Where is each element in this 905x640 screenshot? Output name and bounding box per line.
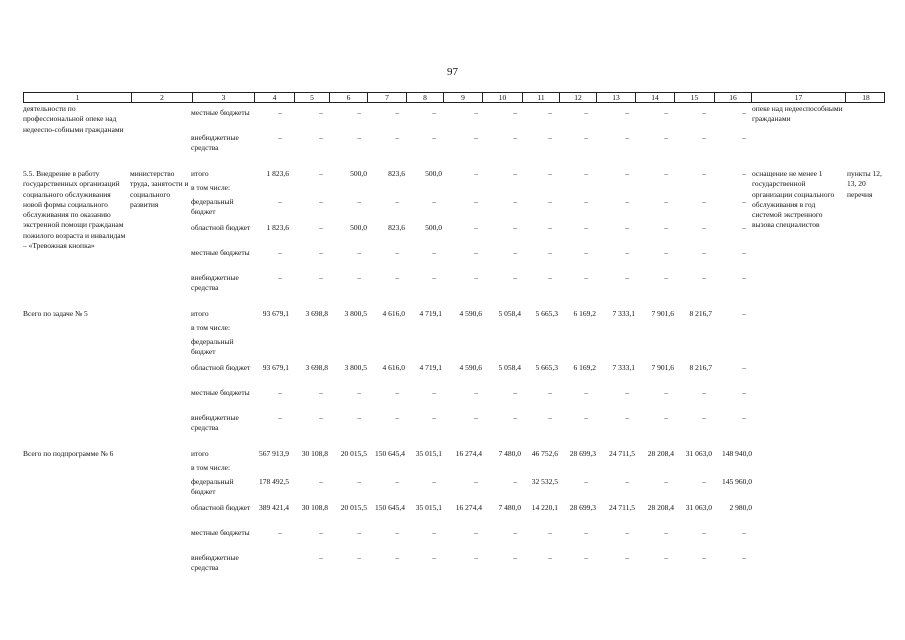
task-description: деятельности по профессиональной опеке над недееспо-собными гражданами xyxy=(23,104,124,134)
funding-value: 7 333,1 xyxy=(612,363,635,372)
empty-value-dash: – xyxy=(664,169,668,178)
empty-value-dash: – xyxy=(474,169,478,178)
funding-value: 30 108,8 xyxy=(301,503,328,512)
expected-result: оснащение не менее 1 государственной организации социального обслуживания в год системой экстренного вызова специалистов xyxy=(752,169,835,230)
funding-value: 16 274,4 xyxy=(455,449,482,458)
empty-value-dash: – xyxy=(548,133,552,142)
empty-value-dash: – xyxy=(742,528,746,537)
empty-value-dash: – xyxy=(548,528,552,537)
empty-value-dash: – xyxy=(742,169,746,178)
empty-value-dash: – xyxy=(513,133,517,142)
empty-value-dash: – xyxy=(664,108,668,117)
empty-value-dash: – xyxy=(432,108,436,117)
empty-value-dash: – xyxy=(742,197,746,206)
empty-value-dash: – xyxy=(432,477,436,486)
empty-value-dash: – xyxy=(357,273,361,282)
empty-value-dash: – xyxy=(474,197,478,206)
empty-value-dash: – xyxy=(395,197,399,206)
empty-value-dash: – xyxy=(548,197,552,206)
empty-value-dash: – xyxy=(278,528,282,537)
empty-value-dash: – xyxy=(702,133,706,142)
funding-value: 1 823,6 xyxy=(266,169,289,178)
empty-value-dash: – xyxy=(702,528,706,537)
funding-value: 4 616,0 xyxy=(382,309,405,318)
empty-value-dash: – xyxy=(278,273,282,282)
header-col-7: 7 xyxy=(367,93,406,102)
funding-value: 30 108,8 xyxy=(301,449,328,458)
empty-value-dash: – xyxy=(432,133,436,142)
empty-value-dash: – xyxy=(513,248,517,257)
empty-value-dash: – xyxy=(742,133,746,142)
empty-value-dash: – xyxy=(702,388,706,397)
empty-value-dash: – xyxy=(584,169,588,178)
header-col-8: 8 xyxy=(406,93,443,102)
expected-result: опеке над недееспособными гражданами xyxy=(752,104,843,124)
empty-value-dash: – xyxy=(702,169,706,178)
empty-value-dash: – xyxy=(319,133,323,142)
empty-value-dash: – xyxy=(278,197,282,206)
funding-value: 4 590,6 xyxy=(459,363,482,372)
empty-value-dash: – xyxy=(584,528,588,537)
funding-value: 4 616,0 xyxy=(382,363,405,372)
empty-value-dash: – xyxy=(625,477,629,486)
empty-value-dash: – xyxy=(584,133,588,142)
funding-source-label: внебюджетные средства xyxy=(191,553,239,573)
funding-value: 20 015,5 xyxy=(340,449,367,458)
empty-value-dash: – xyxy=(584,553,588,562)
empty-value-dash: – xyxy=(319,528,323,537)
empty-value-dash: – xyxy=(702,108,706,117)
funding-source-label: местные бюджеты xyxy=(191,248,250,257)
empty-value-dash: – xyxy=(584,197,588,206)
funding-source-label: итого xyxy=(191,169,209,178)
empty-value-dash: – xyxy=(584,413,588,422)
empty-value-dash: – xyxy=(432,248,436,257)
funding-value: 93 679,1 xyxy=(262,363,289,372)
table-header xyxy=(23,92,885,103)
funding-value: 5 665,3 xyxy=(535,363,558,372)
empty-value-dash: – xyxy=(319,553,323,562)
empty-value-dash: – xyxy=(319,197,323,206)
funding-value: 16 274,4 xyxy=(455,503,482,512)
empty-value-dash: – xyxy=(548,223,552,232)
empty-value-dash: – xyxy=(702,553,706,562)
empty-value-dash: – xyxy=(319,108,323,117)
funding-value: 46 752,6 xyxy=(531,449,558,458)
header-col-15: 15 xyxy=(674,93,714,102)
empty-value-dash: – xyxy=(278,133,282,142)
empty-value-dash: – xyxy=(432,197,436,206)
funding-value: 148 940,0 xyxy=(722,449,752,458)
empty-value-dash: – xyxy=(513,223,517,232)
empty-value-dash: – xyxy=(432,528,436,537)
funding-value: 7 901,6 xyxy=(651,363,674,372)
empty-value-dash: – xyxy=(357,477,361,486)
empty-value-dash: – xyxy=(432,413,436,422)
funding-value: 4 719,1 xyxy=(419,363,442,372)
empty-value-dash: – xyxy=(742,413,746,422)
empty-value-dash: – xyxy=(664,477,668,486)
header-col-18: 18 xyxy=(845,93,886,102)
empty-value-dash: – xyxy=(278,388,282,397)
empty-value-dash: – xyxy=(513,553,517,562)
funding-value: 500,0 xyxy=(425,169,442,178)
funding-source-label: федеральный бюджет xyxy=(191,477,234,497)
empty-value-dash: – xyxy=(625,528,629,537)
empty-value-dash: – xyxy=(513,388,517,397)
empty-value-dash: – xyxy=(548,388,552,397)
empty-value-dash: – xyxy=(625,273,629,282)
funding-value: 35 015,1 xyxy=(415,449,442,458)
header-col-14: 14 xyxy=(635,93,674,102)
funding-source-label: внебюджетные средства xyxy=(191,273,239,293)
header-col-1: 1 xyxy=(75,93,80,102)
empty-value-dash: – xyxy=(432,388,436,397)
funding-value: 4 590,6 xyxy=(459,309,482,318)
funding-value: 28 699,3 xyxy=(569,449,596,458)
empty-value-dash: – xyxy=(584,108,588,117)
empty-value-dash: – xyxy=(474,528,478,537)
empty-value-dash: – xyxy=(742,248,746,257)
funding-value: 150 645,4 xyxy=(375,449,405,458)
empty-value-dash: – xyxy=(742,108,746,117)
funding-value: 32 532,5 xyxy=(531,477,558,486)
funding-value: 20 015,5 xyxy=(340,503,367,512)
empty-value-dash: – xyxy=(548,553,552,562)
empty-value-dash: – xyxy=(319,388,323,397)
funding-source-label: федеральный бюджет xyxy=(191,337,234,357)
header-col-6: 6 xyxy=(329,93,367,102)
empty-value-dash: – xyxy=(278,248,282,257)
empty-value-dash: – xyxy=(742,309,746,318)
empty-value-dash: – xyxy=(513,169,517,178)
empty-value-dash: – xyxy=(319,413,323,422)
empty-value-dash: – xyxy=(319,169,323,178)
funding-source-label: в том числе: xyxy=(191,463,231,472)
empty-value-dash: – xyxy=(548,108,552,117)
empty-value-dash: – xyxy=(395,248,399,257)
funding-source-label: федеральный бюджет xyxy=(191,197,234,217)
header-col-3: 3 xyxy=(192,93,254,102)
empty-value-dash: – xyxy=(395,413,399,422)
funding-value: 14 220,1 xyxy=(531,503,558,512)
funding-source-label: в том числе: xyxy=(191,183,231,192)
empty-value-dash: – xyxy=(664,528,668,537)
empty-value-dash: – xyxy=(742,553,746,562)
empty-value-dash: – xyxy=(395,477,399,486)
funding-value: 150 645,4 xyxy=(375,503,405,512)
empty-value-dash: – xyxy=(474,248,478,257)
header-col-11: 11 xyxy=(522,93,559,102)
header-col-12: 12 xyxy=(559,93,596,102)
empty-value-dash: – xyxy=(625,197,629,206)
empty-value-dash: – xyxy=(742,388,746,397)
empty-value-dash: – xyxy=(702,248,706,257)
funding-value: 3 698,8 xyxy=(305,309,328,318)
funding-value: 4 719,1 xyxy=(419,309,442,318)
empty-value-dash: – xyxy=(584,477,588,486)
empty-value-dash: – xyxy=(702,477,706,486)
funding-value: 7 901,6 xyxy=(651,309,674,318)
empty-value-dash: – xyxy=(319,248,323,257)
empty-value-dash: – xyxy=(625,248,629,257)
empty-value-dash: – xyxy=(278,108,282,117)
funding-source-label: областной бюджет xyxy=(191,363,251,372)
funding-value: 500,0 xyxy=(350,223,367,232)
funding-source-label: областной бюджет xyxy=(191,503,251,512)
empty-value-dash: – xyxy=(357,248,361,257)
empty-value-dash: – xyxy=(474,273,478,282)
empty-value-dash: – xyxy=(625,223,629,232)
empty-value-dash: – xyxy=(357,528,361,537)
empty-value-dash: – xyxy=(664,133,668,142)
empty-value-dash: – xyxy=(395,273,399,282)
empty-value-dash: – xyxy=(664,413,668,422)
empty-value-dash: – xyxy=(357,108,361,117)
empty-value-dash: – xyxy=(474,477,478,486)
funding-value: 24 711,5 xyxy=(609,503,635,512)
funding-value: 6 169,2 xyxy=(573,309,596,318)
empty-value-dash: – xyxy=(395,133,399,142)
funding-value: 567 913,9 xyxy=(259,449,289,458)
empty-value-dash: – xyxy=(625,133,629,142)
funding-source-label: итого xyxy=(191,309,209,318)
empty-value-dash: – xyxy=(664,553,668,562)
empty-value-dash: – xyxy=(319,273,323,282)
task-description: Всего по подпрограмме № 6 xyxy=(23,449,114,458)
funding-source-label: итого xyxy=(191,449,209,458)
funding-source-label: местные бюджеты xyxy=(191,528,250,537)
empty-value-dash: – xyxy=(625,169,629,178)
empty-value-dash: – xyxy=(395,528,399,537)
empty-value-dash: – xyxy=(742,363,746,372)
empty-value-dash: – xyxy=(357,553,361,562)
empty-value-dash: – xyxy=(474,553,478,562)
funding-source-label: внебюджетные средства xyxy=(191,413,239,433)
empty-value-dash: – xyxy=(432,273,436,282)
funding-source-label: областной бюджет xyxy=(191,223,251,232)
funding-value: 93 679,1 xyxy=(262,309,289,318)
funding-value: 28 208,4 xyxy=(647,503,674,512)
empty-value-dash: – xyxy=(742,273,746,282)
header-col-10: 10 xyxy=(482,93,522,102)
empty-value-dash: – xyxy=(702,413,706,422)
empty-value-dash: – xyxy=(278,413,282,422)
funding-value: 7 333,1 xyxy=(612,309,635,318)
empty-value-dash: – xyxy=(702,223,706,232)
empty-value-dash: – xyxy=(625,388,629,397)
empty-value-dash: – xyxy=(395,108,399,117)
empty-value-dash: – xyxy=(664,388,668,397)
empty-value-dash: – xyxy=(702,197,706,206)
funding-value: 3 698,8 xyxy=(305,363,328,372)
empty-value-dash: – xyxy=(548,169,552,178)
funding-source-label: в том числе: xyxy=(191,323,231,332)
empty-value-dash: – xyxy=(548,248,552,257)
header-col-4: 4 xyxy=(254,93,294,102)
funding-value: 3 800,5 xyxy=(344,363,367,372)
empty-value-dash: – xyxy=(584,248,588,257)
funding-value: 7 480,0 xyxy=(498,503,521,512)
empty-value-dash: – xyxy=(432,553,436,562)
funding-value: 5 058,4 xyxy=(498,309,521,318)
funding-value: 35 015,1 xyxy=(415,503,442,512)
empty-value-dash: – xyxy=(513,108,517,117)
funding-value: 2 980,0 xyxy=(729,503,752,512)
empty-value-dash: – xyxy=(513,528,517,537)
empty-value-dash: – xyxy=(513,477,517,486)
empty-value-dash: – xyxy=(319,477,323,486)
empty-value-dash: – xyxy=(625,553,629,562)
empty-value-dash: – xyxy=(702,273,706,282)
empty-value-dash: – xyxy=(357,413,361,422)
empty-value-dash: – xyxy=(474,133,478,142)
empty-value-dash: – xyxy=(474,108,478,117)
empty-value-dash: – xyxy=(474,223,478,232)
empty-value-dash: – xyxy=(357,133,361,142)
empty-value-dash: – xyxy=(474,413,478,422)
empty-value-dash: – xyxy=(548,273,552,282)
empty-value-dash: – xyxy=(395,553,399,562)
empty-value-dash: – xyxy=(474,388,478,397)
empty-value-dash: – xyxy=(664,248,668,257)
empty-value-dash: – xyxy=(513,197,517,206)
empty-value-dash: – xyxy=(625,413,629,422)
funding-value: 500,0 xyxy=(425,223,442,232)
funding-value: 500,0 xyxy=(350,169,367,178)
funding-value: 6 169,2 xyxy=(573,363,596,372)
funding-value: 823,6 xyxy=(388,223,405,232)
funding-value: 3 800,5 xyxy=(344,309,367,318)
empty-value-dash: – xyxy=(664,197,668,206)
funding-source-label: местные бюджеты xyxy=(191,388,250,397)
funding-value: 31 063,0 xyxy=(685,503,712,512)
header-col-17: 17 xyxy=(751,93,845,102)
empty-value-dash: – xyxy=(357,197,361,206)
funding-value: 5 058,4 xyxy=(498,363,521,372)
funding-value: 24 711,5 xyxy=(609,449,635,458)
page-number: 97 xyxy=(447,66,458,78)
funding-source-label: внебюджетные средства xyxy=(191,133,239,153)
empty-value-dash: – xyxy=(319,223,323,232)
funding-value: 8 216,7 xyxy=(689,363,712,372)
funding-source-label: местные бюджеты xyxy=(191,108,250,117)
empty-value-dash: – xyxy=(513,413,517,422)
funding-value: 823,6 xyxy=(388,169,405,178)
header-col-13: 13 xyxy=(596,93,635,102)
empty-value-dash: – xyxy=(584,223,588,232)
funding-value: 145 960,0 xyxy=(722,477,752,486)
empty-value-dash: – xyxy=(357,388,361,397)
empty-value-dash: – xyxy=(513,273,517,282)
header-col-16: 16 xyxy=(714,93,751,102)
funding-value: 1 823,6 xyxy=(266,223,289,232)
indicator-reference: пункты 12, 13, 20 перечня xyxy=(847,169,882,199)
empty-value-dash: – xyxy=(664,223,668,232)
task-description: Всего по задаче № 5 xyxy=(23,309,88,318)
header-col-5: 5 xyxy=(294,93,329,102)
funding-value: 28 699,3 xyxy=(569,503,596,512)
empty-value-dash: – xyxy=(584,273,588,282)
empty-value-dash: – xyxy=(742,223,746,232)
funding-value: 7 480,0 xyxy=(498,449,521,458)
header-col-9: 9 xyxy=(443,93,482,102)
funding-value: 31 063,0 xyxy=(685,449,712,458)
empty-value-dash: – xyxy=(584,388,588,397)
empty-value-dash: – xyxy=(548,413,552,422)
responsible-executor: министерство труда, занятости и социального развития xyxy=(130,169,189,209)
empty-value-dash: – xyxy=(664,273,668,282)
funding-value: 8 216,7 xyxy=(689,309,712,318)
funding-value: 178 492,5 xyxy=(259,477,289,486)
header-col-2: 2 xyxy=(131,93,192,102)
funding-value: 389 421,4 xyxy=(259,503,289,512)
empty-value-dash: – xyxy=(395,388,399,397)
task-description: 5.5. Внедрение в работу государственных организаций социального обслуживания новой формы социального обслуживания по оказанию экстренной помощи гражданам пожилого возраста и инвалидам – «Тревожная кнопка» xyxy=(23,169,126,251)
funding-value: 5 665,3 xyxy=(535,309,558,318)
empty-value-dash: – xyxy=(625,108,629,117)
funding-value: 28 208,4 xyxy=(647,449,674,458)
